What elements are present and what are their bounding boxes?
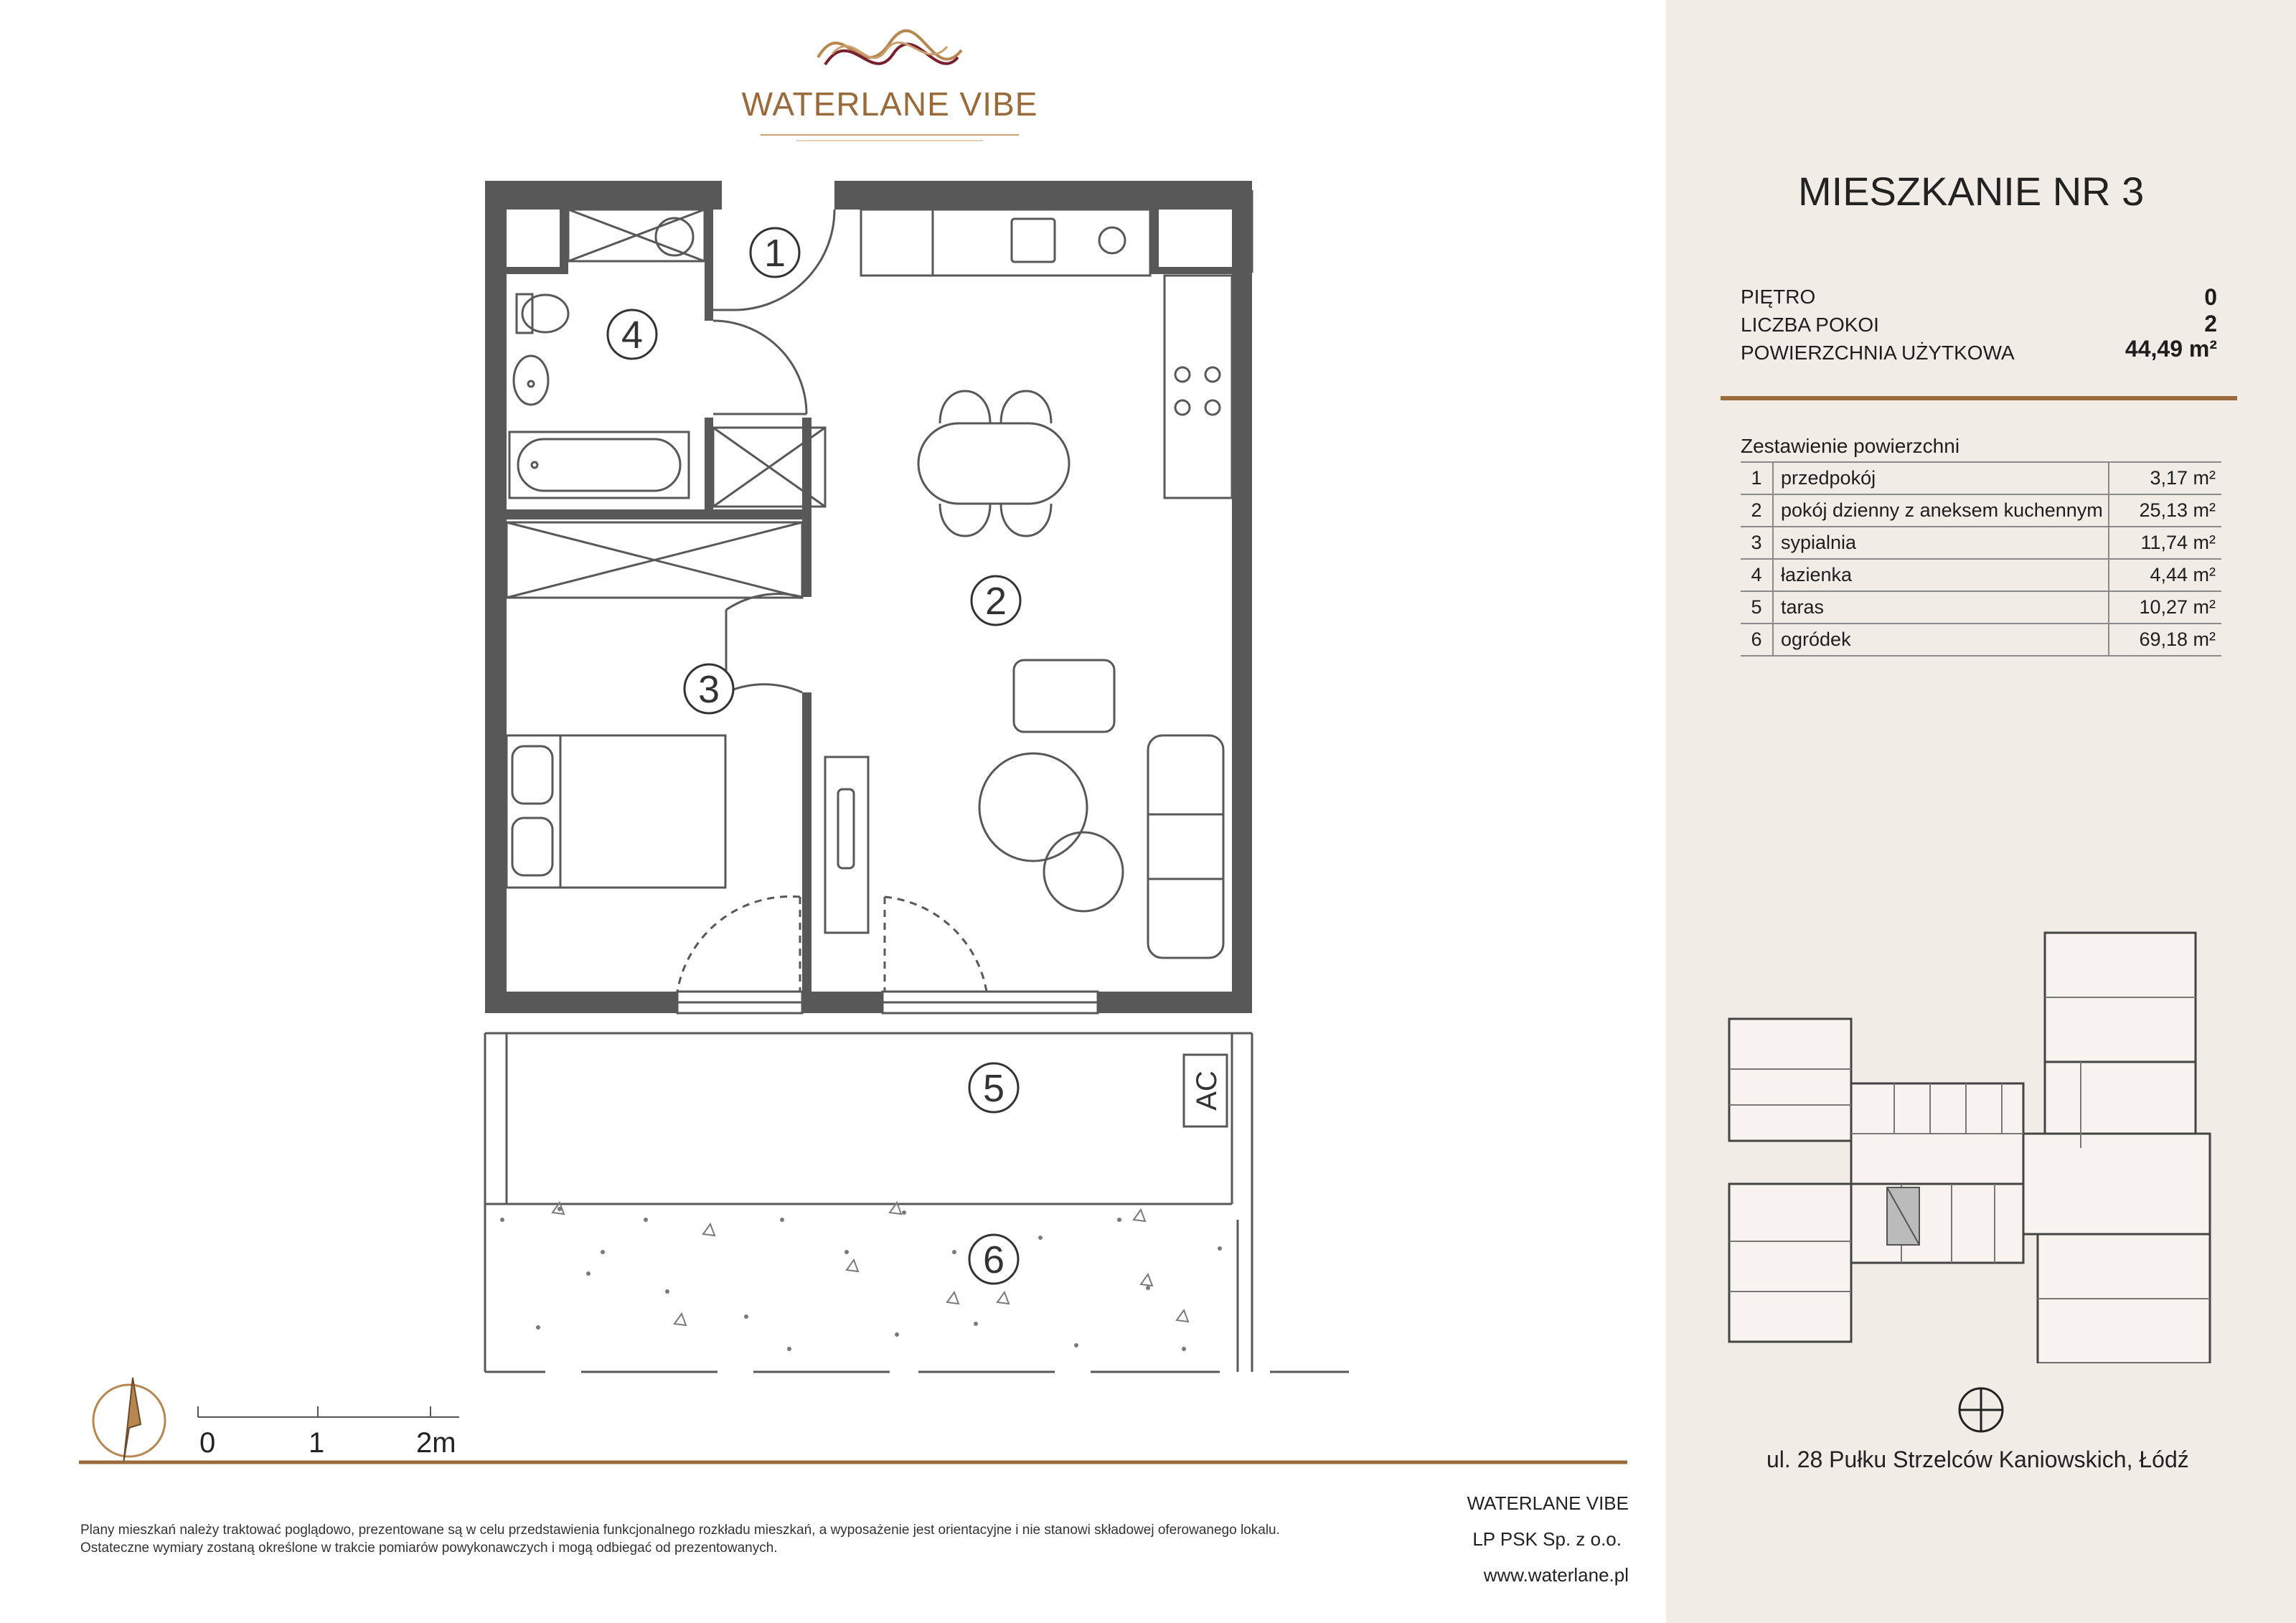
area-value: 44,49 m² (2125, 336, 2217, 362)
garden-triangles (552, 1203, 1188, 1325)
table-row: 4 łazienka 4,44 m² (1741, 560, 2221, 592)
scale-2m: 2m (416, 1427, 456, 1459)
room-6-label: 6 (982, 1238, 1005, 1281)
room-4-label: 4 (621, 314, 644, 357)
table-row: 1 przedpokój 3,17 m² (1741, 461, 2221, 495)
building-key-plan (1708, 918, 2224, 1363)
doors (677, 210, 987, 992)
footer-company: LP PSK Sp. z o.o. (1472, 1528, 1622, 1550)
garden-dots (500, 1207, 1222, 1351)
footer-website[interactable]: www.waterlane.pl (1483, 1564, 1629, 1586)
floor-label: PIĘTRO (1741, 286, 1816, 308)
scale-bar (198, 1406, 459, 1417)
north-compass-icon (93, 1378, 165, 1464)
table-row: 6 ogródek 69,18 m² (1741, 624, 2221, 657)
table-row: 5 taras 10,27 m² (1741, 592, 2221, 624)
apartment-title: MIESZKANIE NR 3 (1798, 169, 2145, 214)
brand-name: WATERLANE VIBE (741, 85, 1038, 123)
floor-value: 0 (2204, 284, 2217, 310)
info-sidebar (1666, 0, 2296, 1623)
bed (507, 735, 725, 888)
rooms-value: 2 (2204, 311, 2217, 337)
ac-label: AC (1191, 1071, 1223, 1111)
room-1-label: 1 (763, 232, 786, 275)
table-row: 3 sypialnia 11,74 m² (1741, 527, 2221, 560)
rooms-label: LICZBA POKOI (1741, 314, 1879, 336)
scale-0: 0 (199, 1427, 216, 1459)
disclaimer-line-2: Ostateczne wymiary zostaną określone w trakcie pomiarów powykonawczych i mogą odbiegać od prezentowanych. (80, 1540, 778, 1556)
kitchen (861, 210, 1232, 536)
windows (677, 190, 1252, 1013)
room-2-label: 2 (984, 580, 1007, 623)
room-3-label: 3 (697, 668, 720, 711)
disclaimer-line-1: Plany mieszkań należy traktować poglądowo, prezentowane są w celu przedstawienia funkcjonalnego rozkładu mieszkań, a wyposażenie jest orientacyjne i nie stanowi składowej oferowanego lokalu. (80, 1523, 1280, 1538)
room-5-label: 5 (982, 1067, 1005, 1110)
table-row: 2 pokój dzienny z aneksem kuchennym 25,13 m² (1741, 495, 2221, 527)
sidebar-divider (1721, 396, 2237, 400)
areas-table (1741, 461, 2221, 657)
address: ul. 28 Pułku Strzelców Kaniowskich, Łódź (1766, 1446, 2189, 1472)
compass-icon (1956, 1385, 2006, 1435)
room-markers (608, 228, 1020, 1284)
footer-project: WATERLANE VIBE (1467, 1492, 1629, 1514)
area-label: POWIERZCHNIA UŻYTKOWA (1741, 342, 2015, 364)
scale-1: 1 (309, 1427, 325, 1459)
areas-heading: Zestawienie powierzchni (1741, 435, 1960, 457)
